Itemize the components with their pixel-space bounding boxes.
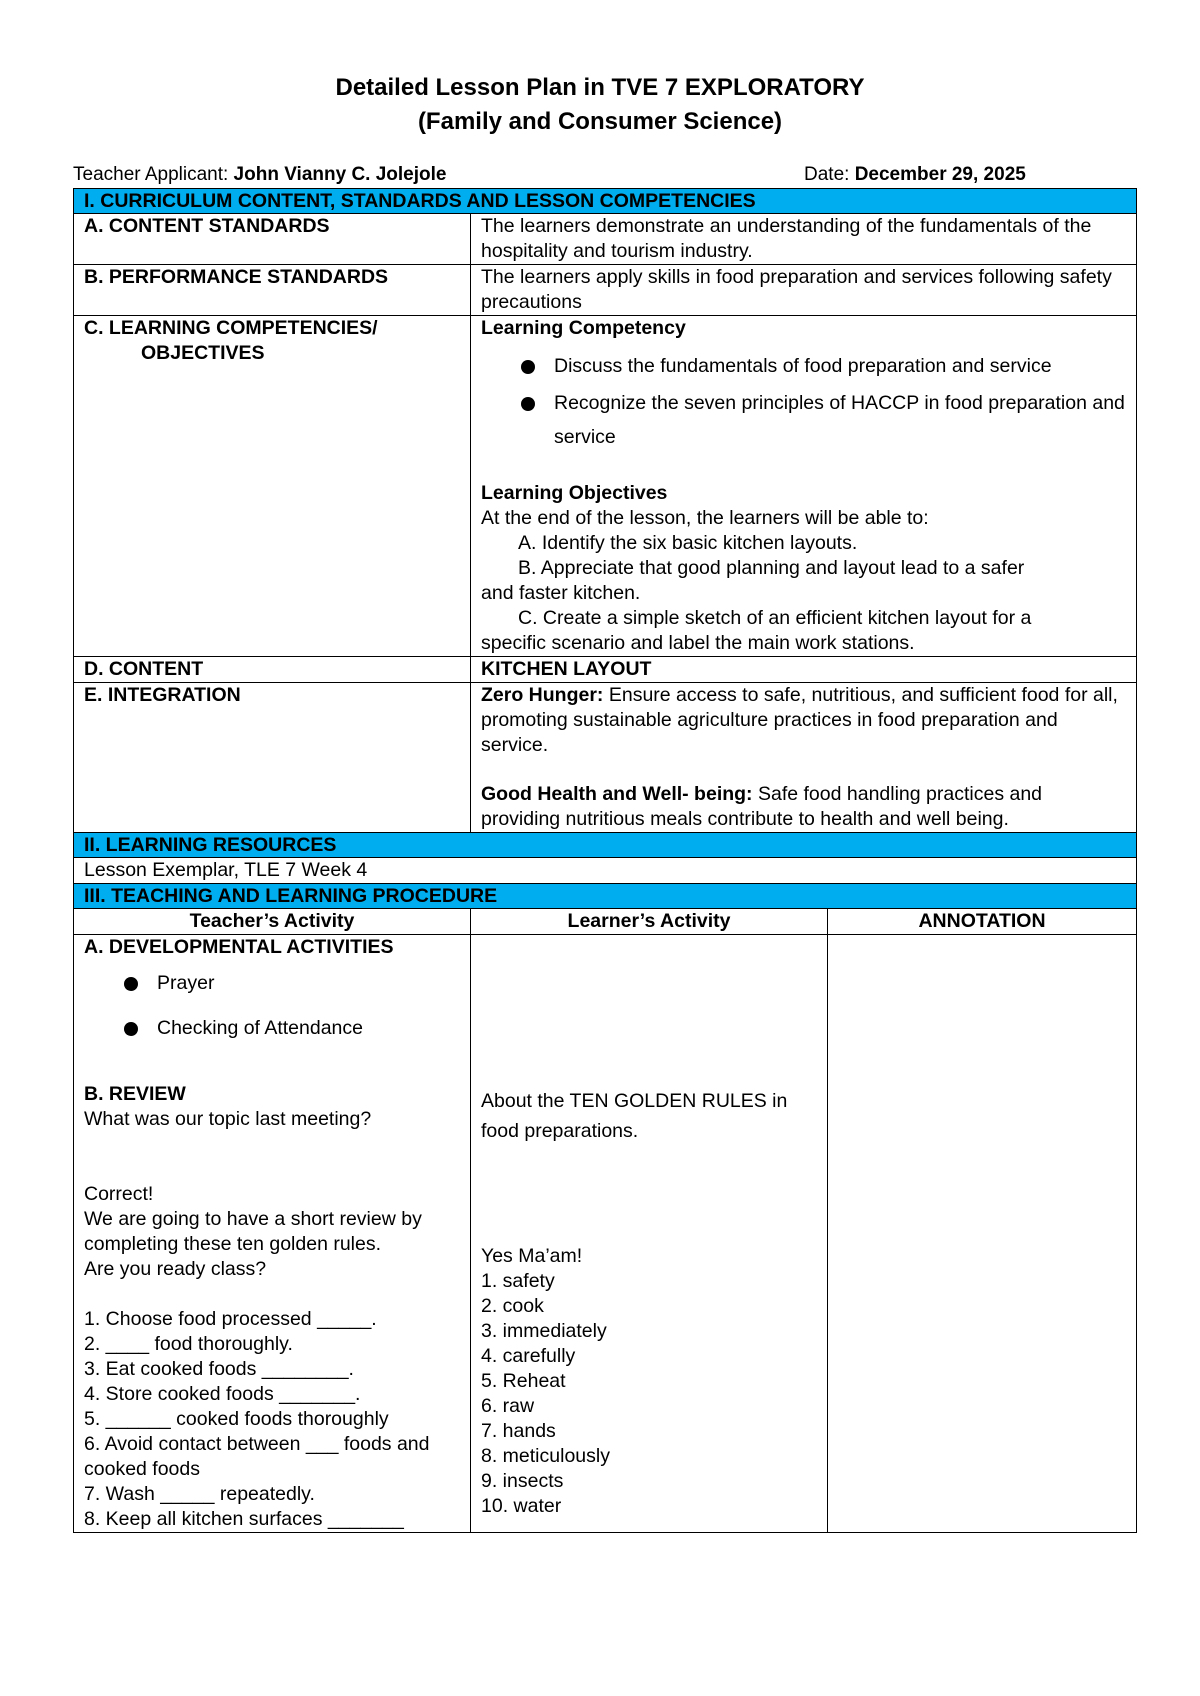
document-subtitle: (Family and Consumer Science) (417, 108, 783, 135)
content-standards-label: A. CONTENT STANDARDS (74, 214, 471, 265)
integration-row (74, 683, 1137, 833)
rule-item: 7. Wash _____ repeatedly. (84, 1483, 315, 1505)
content-row (74, 657, 1137, 683)
resources-text: Lesson Exemplar, TLE 7 Week 4 (74, 858, 1137, 884)
list-item: Prayer (84, 968, 460, 998)
rule-item: 2. ____ food thoroughly. (84, 1333, 293, 1355)
review-question: What was our topic last meeting? (84, 1108, 372, 1130)
answer-item: 10. water (481, 1495, 562, 1517)
lesson-plan-table (73, 188, 1137, 1533)
lesson-date (804, 163, 1026, 187)
col-learner-activity: Learner’s Activity (471, 909, 828, 935)
date-label: Date: (804, 164, 850, 185)
objective-b-cont: and faster kitchen. (481, 582, 641, 604)
bullet-icon (124, 977, 138, 991)
review-instruction: We are going to have a short review by completing these ten golden rules. (84, 1208, 422, 1255)
section-header-curriculum: I. CURRICULUM CONTENT, STANDARDS AND LESSON COMPETENCIES (74, 189, 1137, 214)
answer-item: 2. cook (481, 1295, 544, 1317)
answer-item: 5. Reheat (481, 1370, 566, 1392)
rule-item: 4. Store cooked foods _______. (84, 1383, 361, 1405)
document-title: Detailed Lesson Plan in TVE 7 EXPLORATORY (335, 74, 865, 101)
col-annotation: ANNOTATION (828, 909, 1137, 935)
review-correct: Correct! (84, 1183, 154, 1205)
list-item: Recognize the seven principles of HACCP in food preparation and service (481, 386, 1126, 454)
teacher-activity-cell (74, 935, 471, 1533)
answer-item: 6. raw (481, 1395, 535, 1417)
content-standards-text: The learners demonstrate an understanding of the fundamentals of the hospitality and tourism industry. (471, 214, 1137, 265)
competencies-label-line2: OBJECTIVES (141, 342, 265, 364)
rule-item: 3. Eat cooked foods ________. (84, 1358, 354, 1380)
bullet-icon (521, 397, 535, 411)
competencies-label-line1: C. LEARNING COMPETENCIES/ (84, 317, 378, 339)
content-standards-row (74, 214, 1137, 265)
objective-a: A. Identify the six basic kitchen layouts. (518, 532, 858, 554)
answer-item: 4. carefully (481, 1345, 576, 1367)
answer-item: 8. meticulously (481, 1445, 610, 1467)
performance-standards-text: The learners apply skills in food preparation and services following safety precautions (471, 265, 1137, 316)
good-health: Good Health and Well- being: Safe food handling practices and providing nutritious meals contribute to health and well being. (481, 783, 1043, 830)
teacher-name: John Vianny C. Jolejole (233, 164, 447, 185)
learner-activity-cell (471, 935, 828, 1533)
review-ready: Are you ready class? (84, 1258, 267, 1280)
integration-content (471, 683, 1137, 833)
teacher-label: Teacher Applicant: (73, 164, 229, 185)
section-header-resources: II. LEARNING RESOURCES (74, 833, 1137, 858)
competencies-label (74, 316, 471, 657)
list-item: Checking of Attendance (84, 1013, 460, 1043)
developmental-label: A. DEVELOPMENTAL ACTIVITIES (84, 936, 394, 958)
annotation-cell (828, 935, 1137, 1533)
performance-standards-label: B. PERFORMANCE STANDARDS (74, 265, 471, 316)
resources-row (74, 858, 1137, 884)
competency-list (481, 349, 1126, 454)
rule-item: 5. ______ cooked foods thoroughly (84, 1408, 389, 1430)
answer-item: 1. safety (481, 1270, 555, 1292)
objectives-intro: At the end of the lesson, the learners will be able to: (481, 507, 929, 529)
content-value: KITCHEN LAYOUT (471, 657, 1137, 683)
col-teacher-activity: Teacher’s Activity (74, 909, 471, 935)
competency-heading: Learning Competency (481, 317, 686, 339)
developmental-list (84, 968, 460, 1043)
review-label: B. REVIEW (84, 1083, 186, 1105)
learner-answer-topic: About the TEN GOLDEN RULES in food preparations. (481, 1090, 788, 1142)
integration-label: E. INTEGRATION (74, 683, 471, 833)
rule-item: 6. Avoid contact between ___ foods and cooked foods (84, 1433, 430, 1480)
date-value: December 29, 2025 (854, 164, 1026, 185)
answer-item: 3. immediately (481, 1320, 607, 1342)
answer-item: 7. hands (481, 1420, 556, 1442)
objective-c-cont: specific scenario and label the main work stations. (481, 632, 915, 654)
competencies-content (471, 316, 1137, 657)
objective-b: B. Appreciate that good planning and layout lead to a safer (518, 557, 1025, 579)
teacher-applicant (73, 163, 446, 187)
bullet-icon (124, 1022, 138, 1036)
competencies-row (74, 316, 1137, 657)
content-label: D. CONTENT (74, 657, 471, 683)
zero-hunger: Zero Hunger: Ensure access to safe, nutritious, and sufficient food for all, promoting sustainable agriculture practices in food preparation and service. (481, 684, 1118, 756)
objectives-heading: Learning Objectives (481, 482, 668, 504)
rule-item: 8. Keep all kitchen surfaces _______ (84, 1508, 404, 1530)
answer-item: 9. insects (481, 1470, 564, 1492)
learner-yes: Yes Ma’am! (481, 1245, 583, 1267)
performance-standards-row (74, 265, 1137, 316)
procedure-row (74, 935, 1137, 1533)
procedure-column-headers (74, 909, 1137, 935)
bullet-icon (521, 360, 535, 374)
objective-c: C. Create a simple sketch of an efficient kitchen layout for a (518, 607, 1032, 629)
rule-item: 1. Choose food processed _____. (84, 1308, 377, 1330)
list-item: Discuss the fundamentals of food preparation and service (481, 349, 1126, 383)
section-header-procedure: III. TEACHING AND LEARNING PROCEDURE (74, 884, 1137, 909)
